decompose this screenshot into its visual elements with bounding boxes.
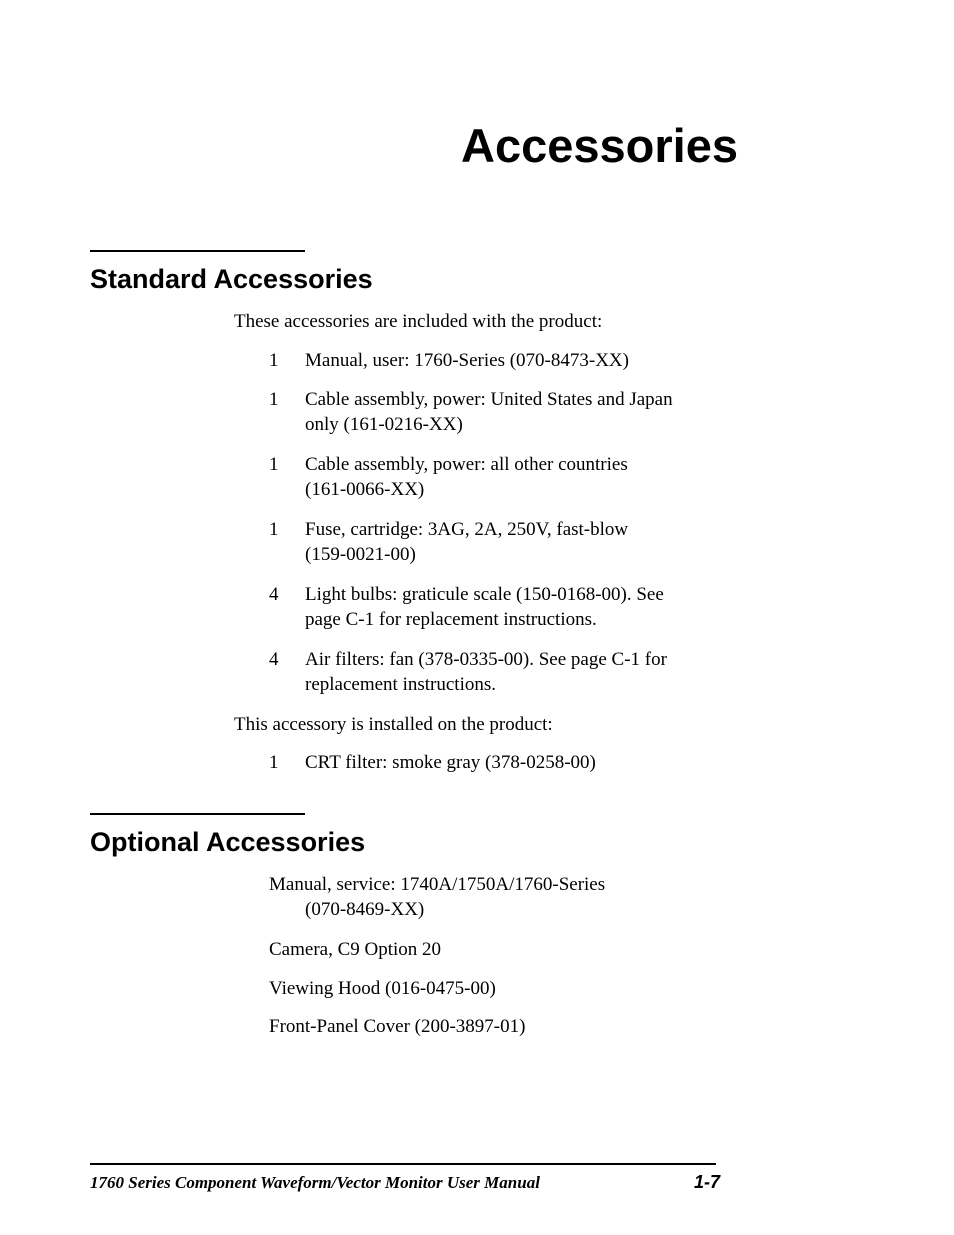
item-quantity: 1 [269,389,279,410]
item-quantity: 1 [269,350,279,371]
item-description: CRT filter: smoke gray (378-0258-00) [305,752,596,773]
standard-intro: These accessories are included with the product: [234,311,603,332]
item-quantity: 4 [269,649,279,670]
item-description-line: replacement instructions. [305,674,496,695]
section-heading-standard: Standard Accessories [90,264,373,294]
item-description: Manual, user: 1760-Series (070-8473-XX) [305,350,629,371]
item-description-line: Cable assembly, power: all other countries [305,454,628,475]
item-description-line: Camera, C9 Option 20 [269,939,442,960]
item-description [305,452,735,502]
item-description-line: Light bulbs: graticule scale (150-0168-00). See [305,584,664,605]
list-item [269,976,739,1001]
item-quantity: 1 [269,752,279,773]
footer-page-number: 1-7 [693,1172,720,1192]
item-description-line: (070-8469-XX) [305,899,425,920]
item-quantity: 1 [269,519,279,540]
item-description [305,582,735,632]
list-item [269,872,739,922]
item-description [305,517,735,567]
item-quantity: 4 [269,584,279,605]
section-rule-optional [90,813,305,815]
item-quantity: 1 [269,454,279,475]
page-title: Accessories [461,119,738,172]
list-item [269,937,739,962]
item-description-line: page C-1 for replacement instructions. [305,609,597,630]
item-description [305,647,735,697]
item-description-line: Front-Panel Cover (200-3897-01) [269,1016,526,1037]
footer-rule [90,1163,716,1165]
item-description-line: (161-0066-XX) [305,479,425,500]
item-description-line: Air filters: fan (378-0335-00). See page C-1 for [305,649,667,670]
installed-intro: This accessory is installed on the product: [234,714,553,735]
list-item [269,1014,739,1039]
item-description-line: (159-0021-00) [305,544,416,565]
item-description-line: Cable assembly, power: United States and Japan [305,389,673,410]
item-description-line: Viewing Hood (016-0475-00) [269,978,496,999]
footer-manual-title: 1760 Series Component Waveform/Vector Monitor User Manual [90,1173,540,1192]
item-description-line: Fuse, cartridge: 3AG, 2A, 250V, fast-blow [305,519,629,540]
item-description-line: only (161-0216-XX) [305,414,463,435]
item-description [305,387,735,437]
section-rule-standard [90,250,305,252]
section-heading-optional: Optional Accessories [90,827,366,857]
item-description-line: Manual, service: 1740A/1750A/1760-Series [269,874,606,895]
